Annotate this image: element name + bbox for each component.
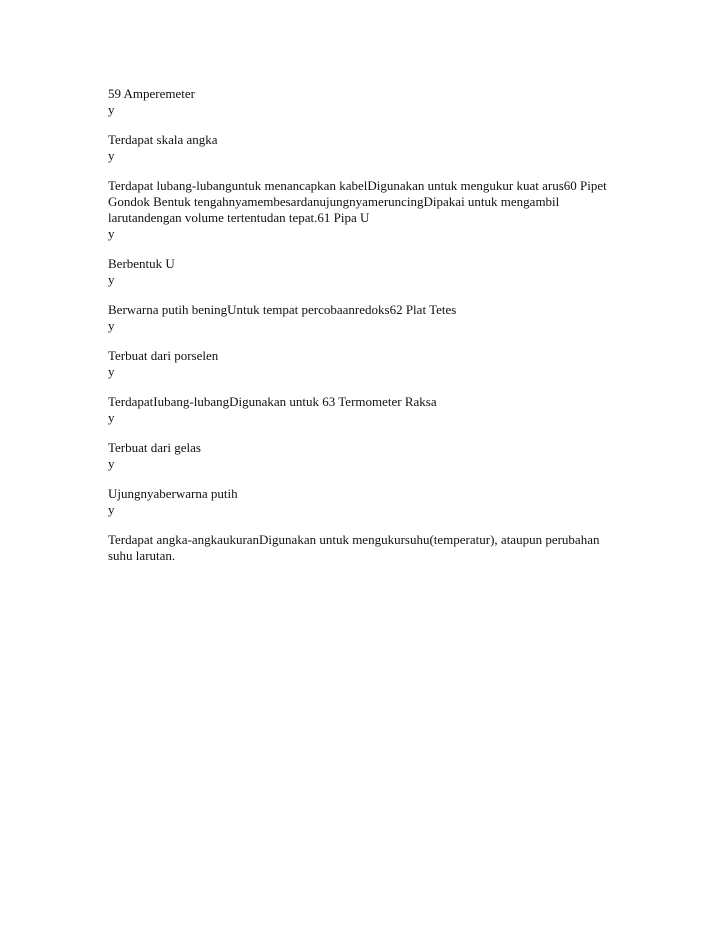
text-line: Terbuat dari gelas <box>108 440 201 455</box>
text-block <box>108 440 608 472</box>
bullet-marker: y <box>108 364 115 379</box>
text-line: Gondok Bentuk tengahnyamembesardanujungnyameruncingDipakai untuk mengambil <box>108 194 560 209</box>
text-block <box>108 302 608 334</box>
bullet-marker: y <box>108 502 115 517</box>
text-line: suhu larutan. <box>108 548 176 563</box>
text-line: 59 Amperemeter <box>108 86 195 101</box>
bullet-marker: y <box>108 318 115 333</box>
text-block <box>108 178 608 242</box>
text-line: Berbentuk U <box>108 256 175 271</box>
text-line: Terdapat skala angka <box>108 132 218 147</box>
text-block <box>108 394 608 426</box>
text-line: Terdapat angka-angkaukuranDigunakan untuk mengukursuhu(temperatur), ataupun perubahan <box>108 532 600 547</box>
text-block <box>108 348 608 380</box>
document-body <box>108 86 608 578</box>
bullet-marker: y <box>108 410 115 425</box>
text-block <box>108 532 608 564</box>
text-block <box>108 256 608 288</box>
text-line: larutandengan volume tertentudan tepat.61 Pipa U <box>108 210 370 225</box>
bullet-marker: y <box>108 148 115 163</box>
bullet-marker: y <box>108 226 115 241</box>
bullet-marker: y <box>108 272 115 287</box>
text-block <box>108 86 608 118</box>
text-line: TerdapatIubang-lubangDigunakan untuk 63 Termometer Raksa <box>108 394 437 409</box>
text-line: Ujungnyaberwarna putih <box>108 486 238 501</box>
bullet-marker: y <box>108 456 115 471</box>
text-line: Terbuat dari porselen <box>108 348 219 363</box>
bullet-marker: y <box>108 102 115 117</box>
text-block <box>108 486 608 518</box>
text-line: Terdapat lubang-lubanguntuk menancapkan kabelDigunakan untuk mengukur kuat arus60 Pipet <box>108 178 607 193</box>
text-line: Berwarna putih beningUntuk tempat percobaanredoks62 Plat Tetes <box>108 302 457 317</box>
text-block <box>108 132 608 164</box>
